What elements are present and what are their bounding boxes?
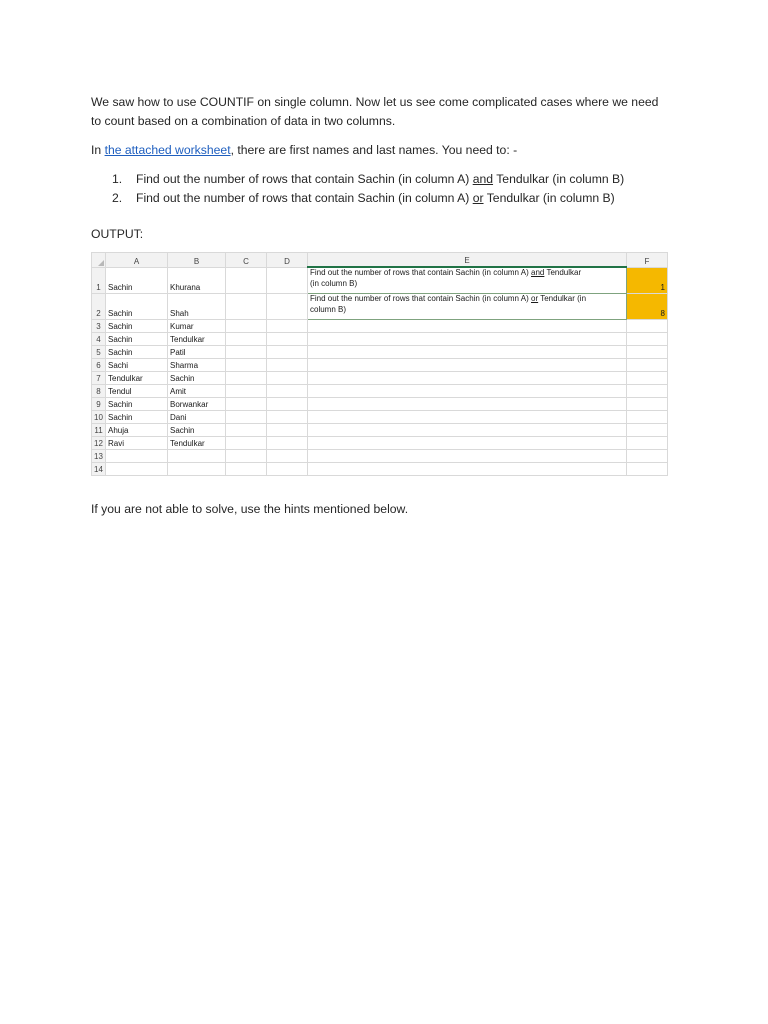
list-text bbox=[136, 170, 624, 189]
cell-d[interactable] bbox=[267, 450, 308, 463]
table-row bbox=[92, 385, 668, 398]
row-number[interactable]: 11 bbox=[92, 424, 106, 437]
cell-e[interactable] bbox=[308, 411, 627, 424]
cell-e[interactable] bbox=[308, 372, 627, 385]
e2-or-keyword: or bbox=[531, 294, 539, 303]
list-text bbox=[136, 189, 615, 208]
cell-c[interactable] bbox=[226, 398, 267, 411]
column-header-e[interactable]: E bbox=[308, 253, 627, 268]
cell-c[interactable] bbox=[226, 450, 267, 463]
row-number[interactable]: 12 bbox=[92, 437, 106, 450]
cell-e[interactable] bbox=[308, 333, 627, 346]
cell-b[interactable]: Tendulkar bbox=[168, 333, 226, 346]
table-row bbox=[92, 424, 668, 437]
or-keyword: or bbox=[472, 191, 484, 205]
cell-d[interactable] bbox=[267, 294, 308, 320]
cell-a[interactable]: Sachin bbox=[106, 411, 168, 424]
table-row bbox=[92, 346, 668, 359]
spreadsheet-grid bbox=[91, 252, 668, 476]
row-number[interactable]: 14 bbox=[92, 463, 106, 476]
spreadsheet-image bbox=[91, 252, 679, 482]
task-list bbox=[112, 170, 624, 208]
row-number[interactable]: 1 bbox=[92, 267, 106, 294]
e2-text-line2: column B) bbox=[310, 304, 347, 314]
cell-f[interactable] bbox=[627, 437, 668, 450]
cell-c[interactable] bbox=[226, 385, 267, 398]
row-number[interactable]: 8 bbox=[92, 385, 106, 398]
cell-f[interactable] bbox=[627, 463, 668, 476]
table-row bbox=[92, 437, 668, 450]
e2-text-after: Tendulkar (in bbox=[538, 294, 587, 303]
cell-c[interactable] bbox=[226, 359, 267, 372]
cell-d[interactable] bbox=[267, 463, 308, 476]
cell-c[interactable] bbox=[226, 346, 267, 359]
list-number: 1. bbox=[112, 172, 123, 186]
cell-f[interactable] bbox=[627, 385, 668, 398]
cell-b[interactable]: Patil bbox=[168, 346, 226, 359]
table-row bbox=[92, 398, 668, 411]
cell-f[interactable] bbox=[627, 346, 668, 359]
cell-b[interactable]: Sachin bbox=[168, 372, 226, 385]
table-row bbox=[92, 333, 668, 346]
cell-e[interactable] bbox=[308, 359, 627, 372]
table-row bbox=[92, 267, 668, 294]
cell-c[interactable] bbox=[226, 267, 267, 294]
cell-b[interactable]: Kumar bbox=[168, 320, 226, 333]
cell-d[interactable] bbox=[267, 424, 308, 437]
cell-e[interactable] bbox=[308, 463, 627, 476]
and-keyword: and bbox=[472, 172, 494, 186]
row-number[interactable]: 2 bbox=[92, 294, 106, 320]
cell-b[interactable]: Dani bbox=[168, 411, 226, 424]
cell-d[interactable] bbox=[267, 267, 308, 294]
hint-paragraph: If you are not able to solve, use the hints mentioned below. bbox=[91, 502, 409, 516]
list-text-after: Tendulkar (in column B) bbox=[493, 172, 625, 186]
table-row bbox=[92, 359, 668, 372]
cell-f[interactable] bbox=[627, 411, 668, 424]
cell-a[interactable]: Tendulkar bbox=[106, 372, 168, 385]
cell-c[interactable] bbox=[226, 294, 267, 320]
cell-d[interactable] bbox=[267, 346, 308, 359]
row-number[interactable]: 6 bbox=[92, 359, 106, 372]
table-row bbox=[92, 450, 668, 463]
cell-b[interactable]: Sachin bbox=[168, 424, 226, 437]
cell-f[interactable] bbox=[627, 424, 668, 437]
cell-d[interactable] bbox=[267, 385, 308, 398]
row-number[interactable]: 4 bbox=[92, 333, 106, 346]
cell-c[interactable] bbox=[226, 463, 267, 476]
cell-d[interactable] bbox=[267, 437, 308, 450]
column-header-f[interactable]: F bbox=[627, 253, 668, 268]
cell-d[interactable] bbox=[267, 398, 308, 411]
e1-and-keyword: and bbox=[531, 268, 545, 277]
cell-e[interactable] bbox=[308, 437, 627, 450]
cell-e[interactable] bbox=[308, 424, 627, 437]
table-row bbox=[92, 463, 668, 476]
table-row bbox=[92, 294, 668, 320]
row-number[interactable]: 10 bbox=[92, 411, 106, 424]
cell-d[interactable] bbox=[267, 320, 308, 333]
cell-b[interactable]: Tendulkar bbox=[168, 437, 226, 450]
task-prefix: In bbox=[91, 143, 105, 157]
row-number[interactable]: 13 bbox=[92, 450, 106, 463]
row-number[interactable]: 3 bbox=[92, 320, 106, 333]
cell-e1-question[interactable] bbox=[308, 267, 627, 294]
cell-c[interactable] bbox=[226, 333, 267, 346]
list-text-after: Tendulkar (in column B) bbox=[483, 191, 615, 205]
cell-a[interactable]: Sachin bbox=[106, 398, 168, 411]
cell-f[interactable] bbox=[627, 333, 668, 346]
cell-f2-answer[interactable]: 8 bbox=[627, 294, 668, 320]
cell-f[interactable] bbox=[627, 398, 668, 411]
list-number: 2. bbox=[112, 191, 123, 205]
list-text-before: Find out the number of rows that contain Sachin (in column A) bbox=[136, 191, 473, 205]
cell-c[interactable] bbox=[226, 437, 267, 450]
table-row bbox=[92, 372, 668, 385]
cell-e2-question[interactable] bbox=[308, 294, 627, 320]
cell-e[interactable] bbox=[308, 346, 627, 359]
cell-f[interactable] bbox=[627, 320, 668, 333]
row-number[interactable]: 5 bbox=[92, 346, 106, 359]
cell-e[interactable] bbox=[308, 450, 627, 463]
row-number[interactable]: 9 bbox=[92, 398, 106, 411]
cell-f[interactable] bbox=[627, 359, 668, 372]
row-number[interactable]: 7 bbox=[92, 372, 106, 385]
cell-b[interactable]: Borwankar bbox=[168, 398, 226, 411]
cell-a[interactable]: Sachin bbox=[106, 333, 168, 346]
cell-b[interactable]: Sharma bbox=[168, 359, 226, 372]
cell-e[interactable] bbox=[308, 398, 627, 411]
cell-e[interactable] bbox=[308, 385, 627, 398]
cell-a[interactable]: Tendul bbox=[106, 385, 168, 398]
list-item bbox=[112, 170, 624, 189]
cell-b[interactable] bbox=[168, 463, 226, 476]
cell-c[interactable] bbox=[226, 411, 267, 424]
select-all-corner[interactable] bbox=[92, 253, 106, 268]
table-row bbox=[92, 411, 668, 424]
column-header-d[interactable]: D bbox=[267, 253, 308, 268]
cell-d[interactable] bbox=[267, 372, 308, 385]
attached-worksheet-link[interactable]: the attached worksheet bbox=[104, 143, 231, 157]
cell-b[interactable]: Shah bbox=[168, 294, 226, 320]
cell-b[interactable]: Khurana bbox=[168, 267, 226, 294]
list-item bbox=[112, 189, 624, 208]
cell-a[interactable]: Sachin bbox=[106, 346, 168, 359]
cell-d[interactable] bbox=[267, 411, 308, 424]
cell-c[interactable] bbox=[226, 320, 267, 333]
cell-c[interactable] bbox=[226, 372, 267, 385]
table-row bbox=[92, 320, 668, 333]
cell-a[interactable] bbox=[106, 450, 168, 463]
cell-b[interactable]: Amit bbox=[168, 385, 226, 398]
cell-a[interactable]: Sachin bbox=[106, 267, 168, 294]
e2-text: Find out the number of rows that contain Sachin (in column A) bbox=[310, 294, 532, 303]
cell-a[interactable]: Sachin bbox=[106, 320, 168, 333]
cell-f1-answer[interactable]: 1 bbox=[627, 267, 668, 294]
cell-f[interactable] bbox=[627, 450, 668, 463]
cell-a[interactable]: Ahuja bbox=[106, 424, 168, 437]
cell-d[interactable] bbox=[267, 333, 308, 346]
column-header-b[interactable]: B bbox=[168, 253, 226, 268]
cell-e[interactable] bbox=[308, 320, 627, 333]
cell-d[interactable] bbox=[267, 359, 308, 372]
cell-b[interactable] bbox=[168, 450, 226, 463]
cell-a[interactable]: Ravi bbox=[106, 437, 168, 450]
e1-text: Find out the number of rows that contain Sachin (in column A) bbox=[310, 268, 532, 277]
task-suffix: , there are first names and last names. You need to: - bbox=[230, 143, 518, 157]
list-text-before: Find out the number of rows that contain Sachin (in column A) bbox=[136, 172, 473, 186]
intro-paragraph bbox=[91, 93, 691, 130]
e1-text-after: Tendulkar bbox=[544, 268, 582, 277]
output-label: OUTPUT: bbox=[91, 227, 144, 241]
task-paragraph bbox=[91, 141, 691, 160]
cell-f[interactable] bbox=[627, 372, 668, 385]
cell-a[interactable]: Sachin bbox=[106, 294, 168, 320]
column-header-a[interactable]: A bbox=[106, 253, 168, 268]
intro-line-1: We saw how to use COUNTIF on single column. Now let us see come complicated cases where we need bbox=[91, 95, 659, 109]
intro-line-2: to count based on a combination of data in two columns. bbox=[91, 113, 396, 128]
cell-c[interactable] bbox=[226, 424, 267, 437]
e1-text-line2: (in column B) bbox=[310, 278, 358, 288]
cell-a[interactable] bbox=[106, 463, 168, 476]
column-header-c[interactable]: C bbox=[226, 253, 267, 268]
cell-a[interactable]: Sachi bbox=[106, 359, 168, 372]
